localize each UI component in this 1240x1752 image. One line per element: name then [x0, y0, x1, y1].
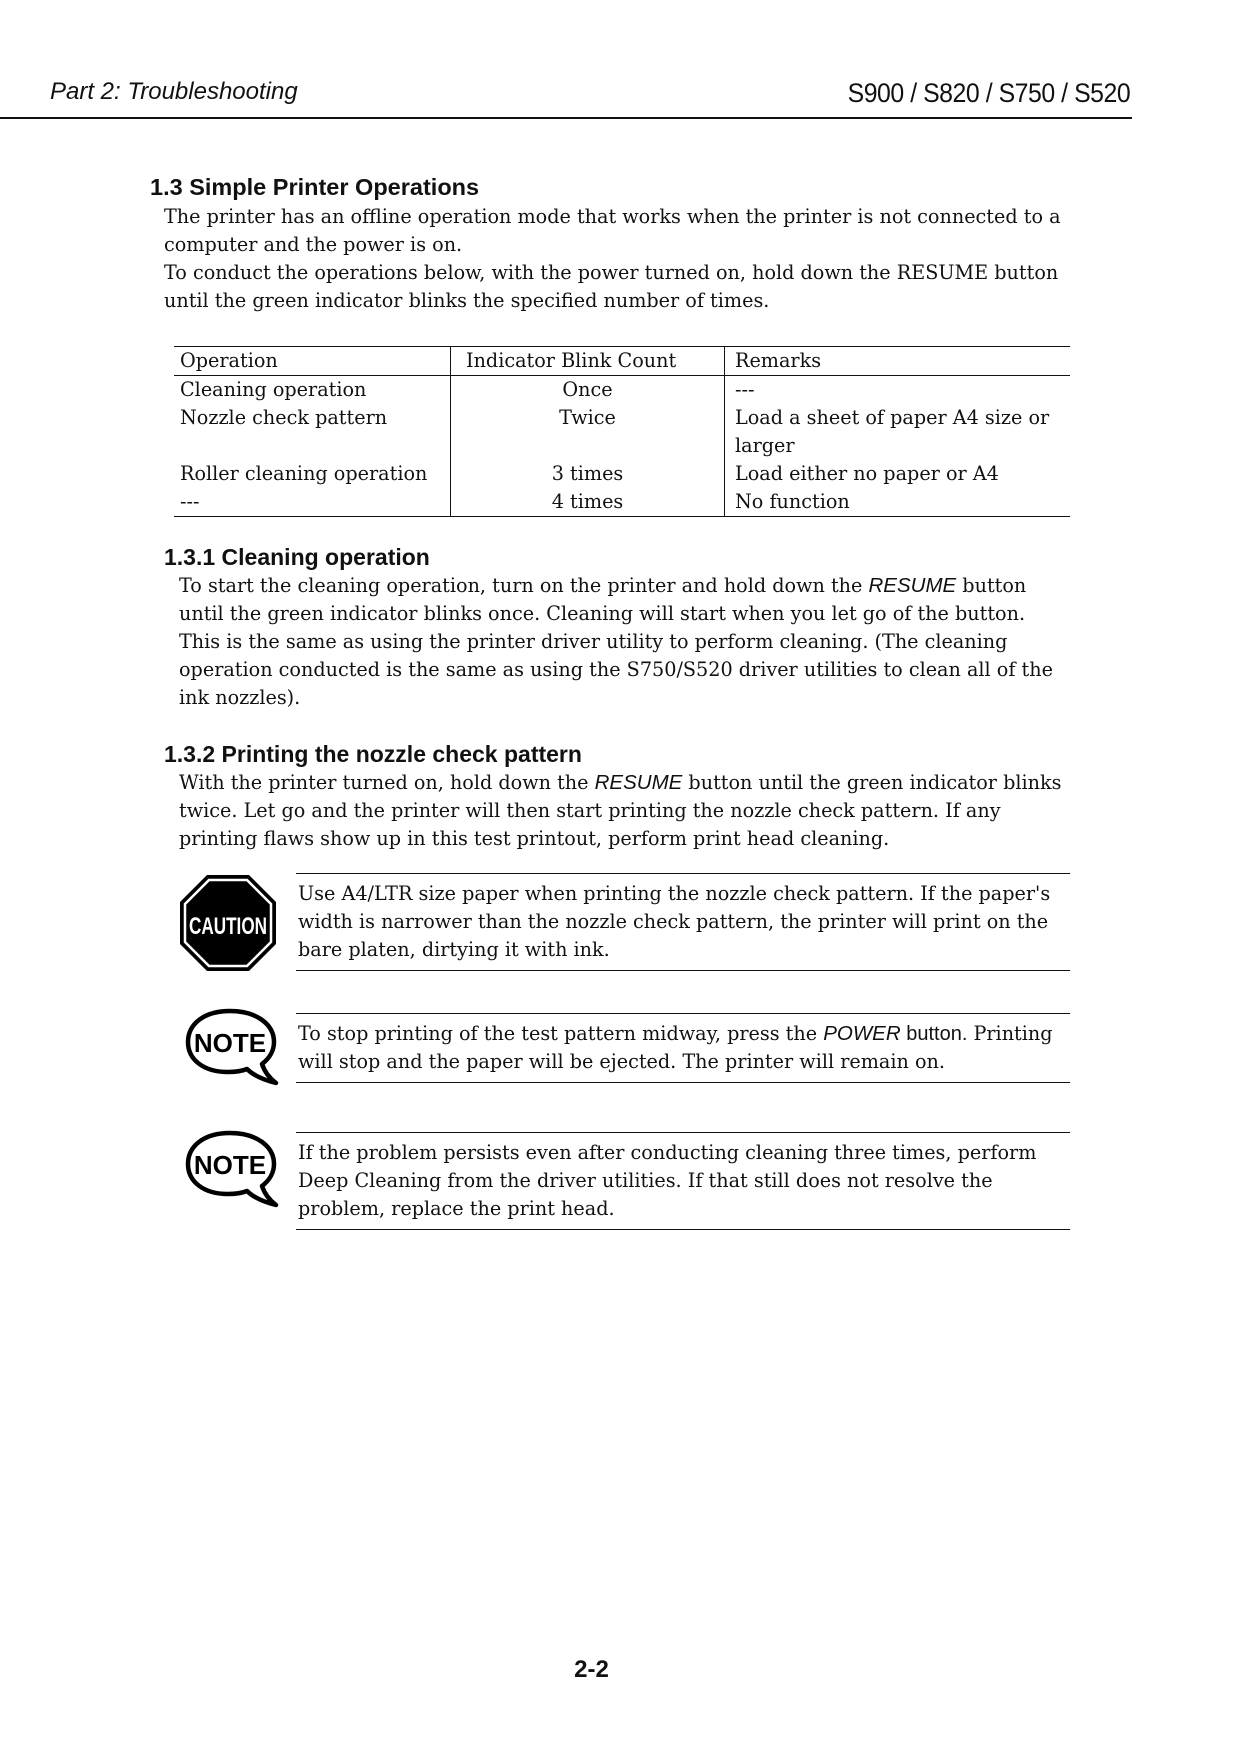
subsection-text-cleaning: [179, 572, 1071, 712]
page-number: 2-2: [574, 1656, 609, 1683]
table-row: [174, 488, 1070, 517]
subsection-title-nozzle-check: 1.3.2 Printing the nozzle check pattern: [164, 741, 582, 767]
table-row: [174, 460, 1070, 488]
text-run: button until the green indicator blinks once. Cleaning will start when you let go of the button. This is the same as using the printer driver utility to perform cleaning. (The cleaning operation conducted is the same as using the S750/S520 driver utilities to clean all of the ink nozzles).: [179, 574, 1053, 709]
cell-remarks: No function: [725, 488, 1071, 517]
caution-icon: [178, 873, 278, 973]
table-row: [174, 404, 1070, 460]
text-run: button until the green indicator blinks twice. Let go and the printer will then start printing the nozzle check pattern. If any printing flaws show up in this test printout, perform print head cleaning.: [179, 771, 1062, 850]
emphasis-resume: RESUME: [868, 574, 957, 597]
col-header-blink-count: Indicator Blink Count: [451, 347, 725, 376]
note-box-deep-cleaning: [296, 1132, 1070, 1230]
note-icon-label: NOTE: [193, 1028, 267, 1058]
section-intro-1: The printer has an offline operation mode that works when the printer is not connected to a computer and the power is on.: [164, 205, 1061, 256]
text-run: To stop printing of the test pattern midway, press the: [298, 1022, 824, 1045]
subsection-title-cleaning: 1.3.1 Cleaning operation: [164, 544, 430, 570]
emphasis-resume: RESUME: [594, 771, 683, 794]
cell-remarks: Load a sheet of paper A4 size or larger: [735, 406, 1050, 457]
section-intro-2: To conduct the operations below, with the power turned on, hold down the RESUME button until the green indicator blinks the specified number of times.: [164, 261, 1059, 312]
cell-operation: Nozzle check pattern: [180, 406, 388, 429]
section-title: 1.3 Simple Printer Operations: [150, 174, 480, 200]
operations-table: [174, 346, 1070, 517]
table-header-row: [174, 347, 1070, 376]
text-run: To start the cleaning operation, turn on the printer and hold down the: [179, 574, 869, 597]
emphasis-power: POWER: [823, 1022, 901, 1045]
note-icon-label: NOTE: [193, 1150, 267, 1180]
running-header-right: S900 / S820 / S750 / S520: [847, 78, 1130, 108]
note-text-stop-printing: [296, 1014, 1070, 1082]
cell-remarks: Load either no paper or A4: [735, 462, 999, 485]
note-icon: [184, 1008, 280, 1088]
cell-blink-count: 4 times: [451, 488, 725, 517]
col-header-operation: Operation: [174, 347, 451, 376]
caution-box: [296, 873, 1070, 971]
text-run: Printing will stop and the paper will be ejected. The printer will remain on.: [298, 1022, 1053, 1073]
cell-operation: Roller cleaning operation: [180, 462, 428, 485]
note-box-stop-printing: [296, 1013, 1070, 1083]
caution-text: Use A4/LTR size paper when printing the nozzle check pattern. If the paper's width is narrower than the nozzle check pattern, the printer will print on the bare platen, dirtying it with ink.: [298, 882, 1051, 961]
cell-blink-count: Once: [451, 376, 725, 405]
text-run: With the printer turned on, hold down the: [179, 771, 595, 794]
note-icon: [184, 1130, 280, 1210]
cell-operation: ---: [174, 488, 451, 517]
subsection-text-nozzle-check: [179, 769, 1071, 853]
cell-blink-count: 3 times: [451, 460, 725, 488]
cell-blink-count: Twice: [451, 404, 725, 460]
cell-remarks: ---: [735, 378, 755, 401]
table-row: [174, 376, 1070, 405]
note-text-deep-cleaning: If the problem persists even after conducting cleaning three times, perform Deep Cleaning from the driver utilities. If that still does not resolve the problem, replace the print head.: [298, 1141, 1037, 1220]
cell-operation: Cleaning operation: [180, 378, 367, 401]
text-run: button.: [900, 1023, 968, 1045]
header-rule: [0, 117, 1132, 119]
col-header-remarks: Remarks: [725, 347, 1071, 376]
caution-icon-label: CAUTION: [189, 913, 267, 940]
running-header-left: Part 2: Troubleshooting: [50, 78, 298, 105]
